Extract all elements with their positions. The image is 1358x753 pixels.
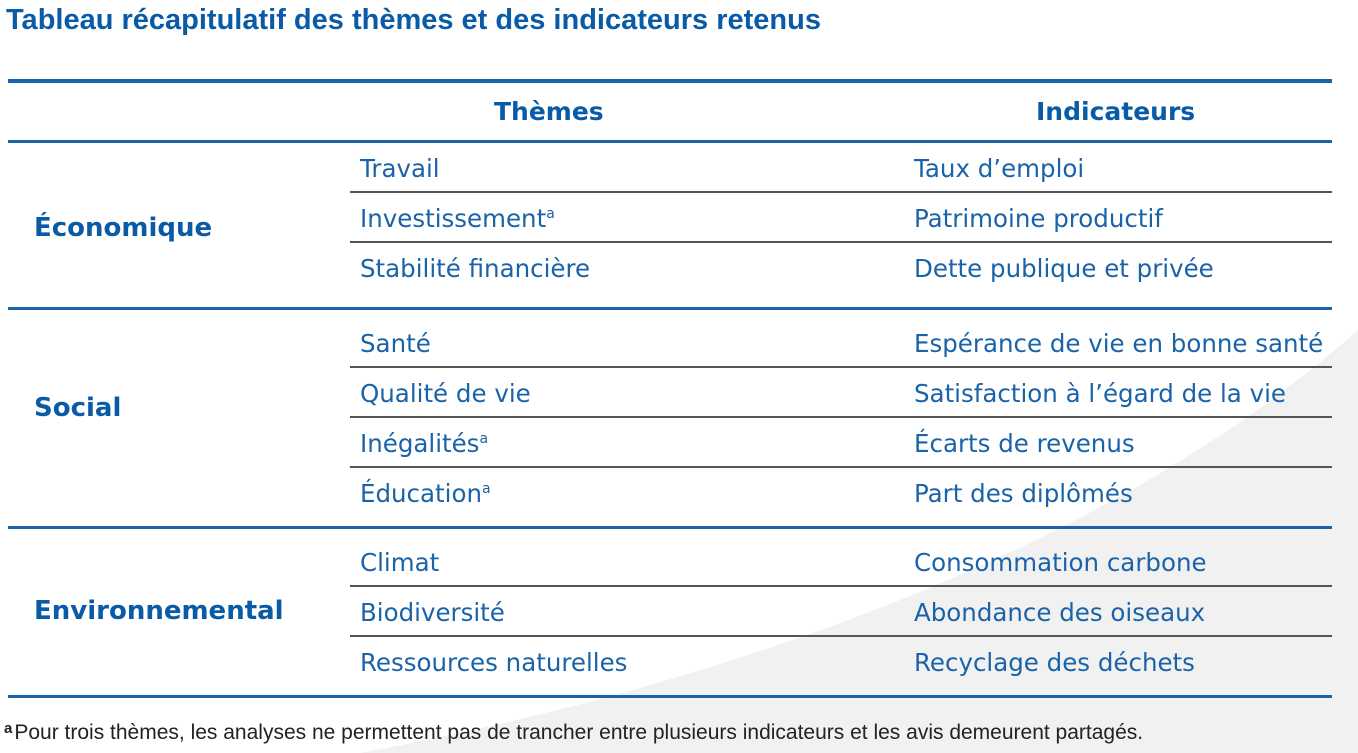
theme-cell: Travail	[360, 154, 440, 183]
indicator-cell: Écarts de revenus	[914, 429, 1135, 458]
footnote	[4, 720, 1143, 745]
table-row	[350, 587, 1332, 637]
table-row	[350, 193, 1332, 243]
theme-cell: Ressources naturelles	[360, 648, 628, 677]
indicator-cell: Espérance de vie en bonne santé	[914, 329, 1324, 358]
table-row	[350, 418, 1332, 468]
table-row	[350, 637, 1332, 687]
table-header	[8, 79, 1332, 143]
group-label: Économique	[34, 213, 213, 243]
table-row	[350, 368, 1332, 418]
theme-cell: Stabilité financière	[360, 254, 591, 283]
footnote-text: Pour trois thèmes, les analyses ne permettent pas de trancher entre plusieurs indicateurs et les avis demeurent partagés.	[14, 721, 1144, 744]
theme-cell: Qualité de vie	[360, 379, 531, 408]
theme-cell: Biodiversité	[360, 598, 505, 627]
theme-cell: Éducation$^a$	[360, 479, 491, 508]
indicator-cell: Abondance des oiseaux	[914, 598, 1206, 627]
indicator-cell: Recyclage des déchets	[914, 648, 1195, 677]
header-indicators: Indicateurs	[1036, 97, 1196, 126]
indicator-cell: Patrimoine productif	[914, 204, 1163, 233]
table-row	[350, 468, 1332, 518]
indicator-cell: Satisfaction à l’égard de la vie	[914, 379, 1286, 408]
table-row	[350, 318, 1332, 368]
header-themes: Thèmes	[494, 97, 604, 126]
indicator-cell: Part des diplômés	[914, 479, 1133, 508]
group-economique	[8, 143, 1332, 310]
theme-cell: Climat	[360, 548, 440, 577]
footnote-marker: a	[4, 720, 13, 737]
indicator-cell: Taux d’emploi	[914, 154, 1085, 183]
indicator-cell: Dette publique et privée	[914, 254, 1214, 283]
group-label: Environnemental	[34, 596, 284, 626]
theme-cell: Investissement$^a$	[360, 204, 555, 233]
group-environnemental	[8, 529, 1332, 698]
theme-cell: Inégalités$^a$	[360, 429, 489, 458]
table-title: Tableau récapitulatif des thèmes et des indicateurs retenus	[6, 4, 821, 36]
table-row	[350, 143, 1332, 193]
group-social	[8, 310, 1332, 529]
theme-cell: Santé	[360, 329, 431, 358]
table-row	[350, 243, 1332, 293]
indicator-cell: Consommation carbone	[914, 548, 1207, 577]
table-row	[350, 537, 1332, 587]
group-label: Social	[34, 393, 122, 423]
summary-table	[8, 79, 1332, 698]
